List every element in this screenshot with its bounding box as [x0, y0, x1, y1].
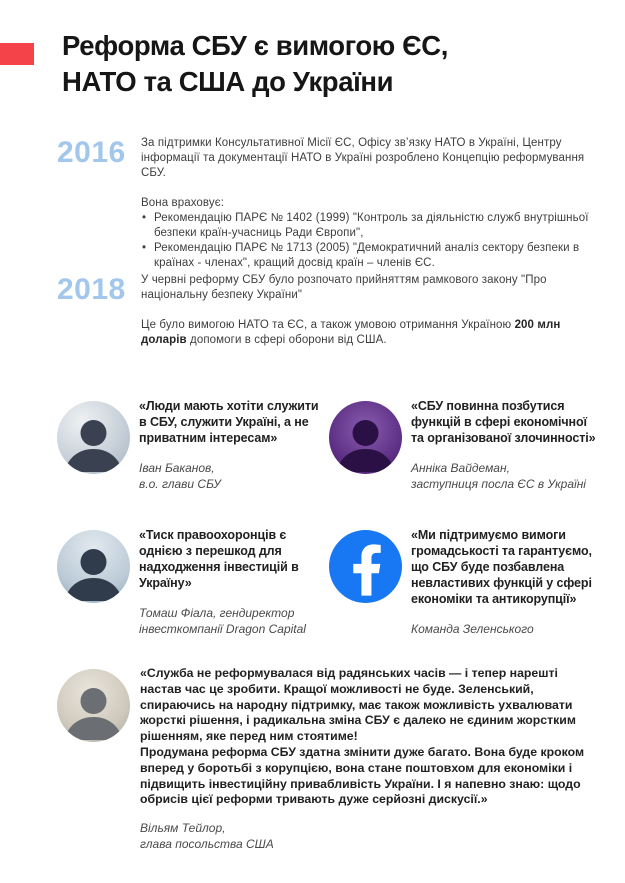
quote-attribution	[139, 605, 325, 637]
paragraph2-suffix: допомоги в сфері оборони від США.	[186, 334, 387, 346]
person-silhouette-icon	[329, 407, 402, 474]
attribution-name: Томаш Фіала, гендиректор	[139, 606, 295, 620]
timeline-year-2018: 2018	[57, 273, 126, 306]
timeline-2016-paragraph: За підтримки Консультативної Місії ЄС, Офісу зв’язку НАТО в Україні, Центру інформації та документації НАТО в Україні розроблено Концепцію реформування СБУ.	[141, 137, 585, 179]
quote-text: «Тиск правоохоронців є однією з перешкод для надходження інвестицій в Україну»	[139, 528, 299, 590]
timeline-year-2016: 2016	[57, 136, 126, 169]
quotes-grid	[57, 398, 602, 637]
timeline-2018-body	[141, 273, 595, 348]
person-silhouette-icon	[57, 675, 130, 742]
timeline-2018-paragraph: У червні реформу СБУ було розпочато прийняттям рамкового закону "Про національну безпеку України"	[141, 274, 547, 301]
quote-card-vaydeman	[329, 398, 602, 492]
page-title	[62, 28, 582, 100]
quote-body	[402, 398, 597, 492]
quote-attribution	[411, 460, 597, 492]
photo-annika-vaydeman	[329, 401, 402, 474]
facebook-f-glyph	[351, 544, 383, 596]
photo-tomash-fiala	[57, 530, 130, 603]
timeline-2016-body	[141, 136, 595, 271]
featured-quote-text	[140, 666, 592, 808]
attribution-role: інвесткомпанії Dragon Capital	[139, 622, 306, 636]
photo-william-taylor	[57, 669, 130, 742]
quote-body	[130, 527, 325, 637]
featured-quote-paragraph1: «Служба не реформувалася від радянських часів — і тепер нарешті настав час це зробити. Кращої можливості не буде. Зеленський, спираючись на народну підтримку, має також можливість ухвалювати жорсткі рішення, і радикальна зміна СБУ є далеко не єдиним жорстким рішенням, яке перед ним стоятиме!	[140, 666, 576, 744]
attribution-role: глава посольства США	[140, 837, 274, 852]
quote-attribution	[140, 820, 592, 852]
photo-ivan-bakanov	[57, 401, 130, 474]
attribution-role: в.о. глави СБУ	[139, 477, 221, 491]
attribution-role: заступниця посла ЄС в Україні	[411, 477, 586, 491]
attribution-name: Іван Баканов,	[139, 461, 215, 475]
facebook-logo-icon	[329, 530, 402, 603]
attribution-name: Вільям Тейлор,	[140, 821, 226, 836]
quote-body	[130, 666, 592, 852]
quote-card-fiala	[57, 527, 329, 637]
timeline-section-2016	[57, 136, 595, 271]
paragraph2-prefix: Це було вимогою НАТО та ЄС, а також умовою отримання Україною	[141, 319, 515, 331]
timeline-section-2018	[57, 273, 595, 348]
person-silhouette-icon	[57, 407, 130, 474]
quote-attribution	[411, 621, 597, 637]
featured-quote-paragraph2: Продумана реформа СБУ здатна змінити дуже багато. Вона буде кроком вперед у боротьбі з корупцією, вона стане поштовхом для економіки і підвищить інвестиційну привабливість України. І я напевно знаю: щодо обрисів цієї реформи тривають дуже серйозні дискусії.»	[140, 744, 585, 807]
page-title-line2: НАТО та США до України	[62, 66, 394, 97]
bullet-item: • Рекомендацію ПАРЄ № 1713 (2005) "Демократичний аналіз сектору безпеки в країнах - членах", кращий досвід країн – членів ЄС.	[141, 241, 595, 271]
quote-card-zelensky-team	[329, 527, 602, 637]
quote-text: «СБУ повинна позбутися функцій в сфері економічної та організованої злочинності»	[411, 399, 596, 445]
person-silhouette-icon	[57, 536, 130, 603]
timeline-2018-paragraph2	[141, 318, 595, 348]
attribution-name: Анніка Вайдеман,	[411, 461, 510, 475]
timeline-2016-list-intro: Вона враховує:	[141, 197, 224, 209]
quote-card-bakanov	[57, 398, 329, 492]
quote-attribution	[139, 460, 325, 492]
timeline-2016-bullet-list	[141, 211, 595, 271]
red-corner-marker	[0, 43, 34, 65]
quote-card-taylor	[57, 666, 602, 852]
paragraph2-bold-amount: 200 млн доларів	[141, 319, 561, 346]
quote-body	[130, 398, 325, 492]
quote-text: «Ми підтримуємо вимоги громадськості та гарантуємо, що СБУ буде позбавлена невластивих функцій у сфері економіки та антикорупції»	[411, 528, 592, 606]
quote-text: «Люди мають хотіти служити в СБУ, служити Україні, а не приватним інтересам»	[139, 399, 319, 445]
bullet-item: • Рекомендацію ПАРЄ № 1402 (1999) "Контроль за діяльністю служб внутрішньої безпеки країн-учасниць Ради Європи",	[141, 211, 595, 241]
page-title-line1: Реформа СБУ є вимогою ЄС,	[62, 30, 448, 61]
attribution-name: Команда Зеленського	[411, 622, 534, 636]
quote-body	[402, 527, 597, 637]
